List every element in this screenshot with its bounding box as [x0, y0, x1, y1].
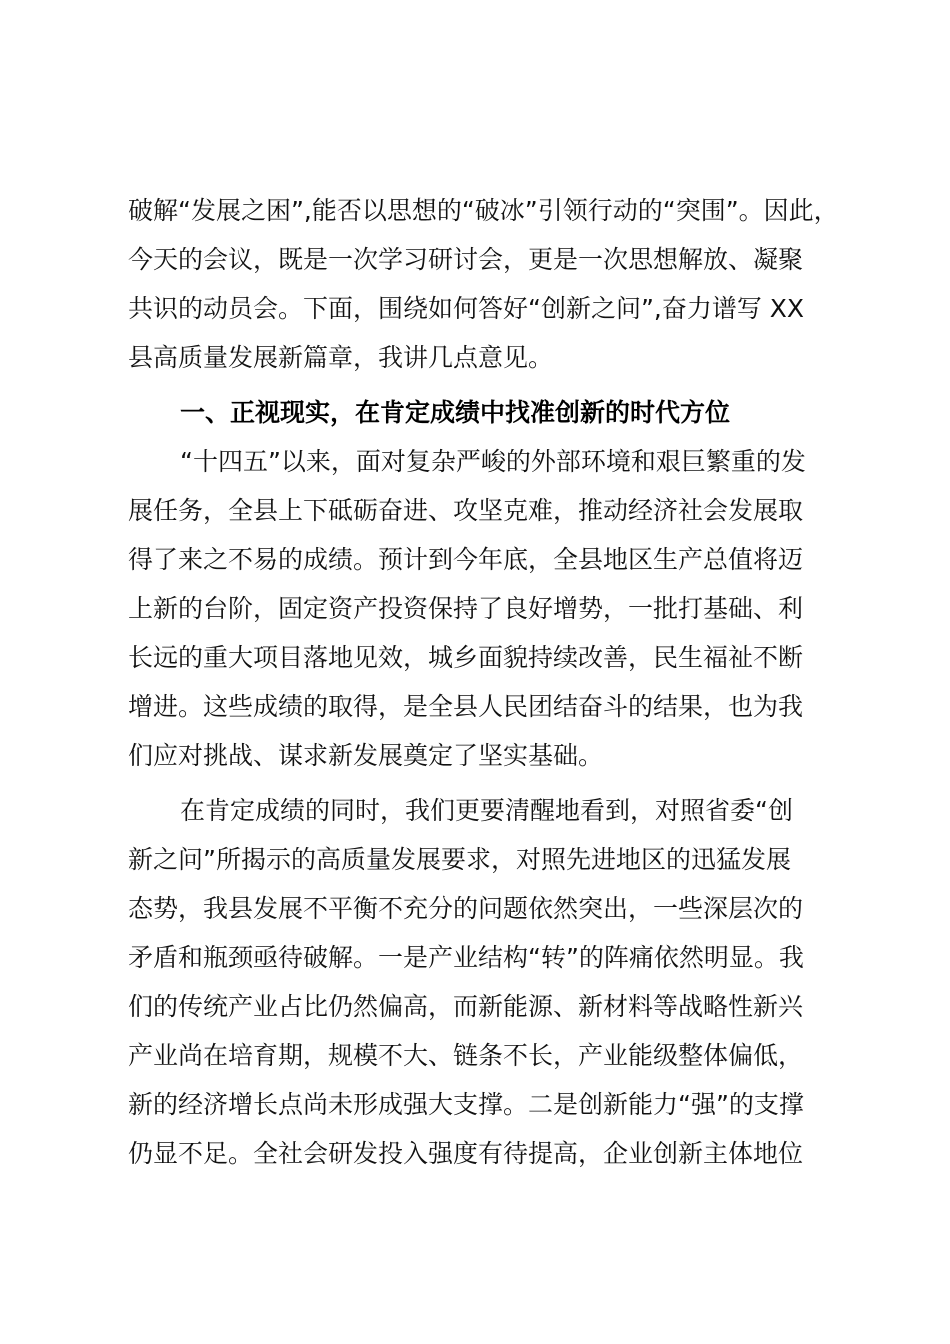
text-line: 矛盾和瓶颈亟待破解。一是产业结构“转”的阵痛依然明显。我: [128, 943, 804, 972]
text-line: 得了来之不易的成绩。预计到今年底，全县地区生产总值将迈: [128, 545, 804, 574]
paragraph-problems: [128, 786, 828, 1178]
text-line: 态势，我县发展不平衡不充分的问题依然突出，一些深层次的: [128, 894, 804, 923]
text-line: 们应对挑战、谋求新发展奠定了坚实基础。: [128, 741, 604, 770]
text-line: 长远的重大项目落地见效，城乡面貌持续改善，民生福祉不断: [128, 643, 804, 672]
text-line: 破解“发展之困”,能否以思想的“破冰”引领行动的“突围”。因此，: [128, 196, 839, 225]
text-line: 上新的台阶，固定资产投资保持了良好增势，一批打基础、利: [128, 594, 804, 623]
intro-paragraph: [128, 186, 839, 382]
section-heading: 一、正视现实，在肯定成绩中找准创新的时代方位: [180, 398, 731, 427]
text-line: 县高质量发展新篇章，我讲几点意见。: [128, 343, 554, 372]
text-line: 们的传统产业占比仍然偏高，而新能源、新材料等战略性新兴: [128, 992, 804, 1021]
text-line: “十四五”以来，面对复杂严峻的外部环境和艰巨繁重的发: [180, 447, 806, 476]
document-body: [128, 186, 839, 1178]
text-line: 在肯定成绩的同时，我们更要清醒地看到，对照省委“创: [180, 796, 793, 825]
text-line: 增进。这些成绩的取得，是全县人民团结奋斗的结果，也为我: [128, 692, 804, 721]
text-line: 新的经济增长点尚未形成强大支撑。二是创新能力“强”的支撑: [128, 1090, 804, 1119]
text-line: 展任务，全县上下砥砺奋进、攻坚克难，推动经济社会发展取: [128, 496, 804, 525]
text-line: 仍显不足。全社会研发投入强度有待提高，企业创新主体地位: [128, 1139, 804, 1168]
text-line: 共识的动员会。下面，围绕如何答好“创新之问”,奋力谱写 XX: [128, 294, 805, 323]
text-line: 产业尚在培育期，规模不大、链条不长，产业能级整体偏低，: [128, 1041, 804, 1070]
text-line: 今天的会议，既是一次学习研讨会，更是一次思想解放、凝聚: [128, 245, 804, 274]
text-line: 新之问”所揭示的高质量发展要求，对照先进地区的迅猛发展: [128, 845, 791, 874]
paragraph-achievements: [128, 437, 828, 780]
